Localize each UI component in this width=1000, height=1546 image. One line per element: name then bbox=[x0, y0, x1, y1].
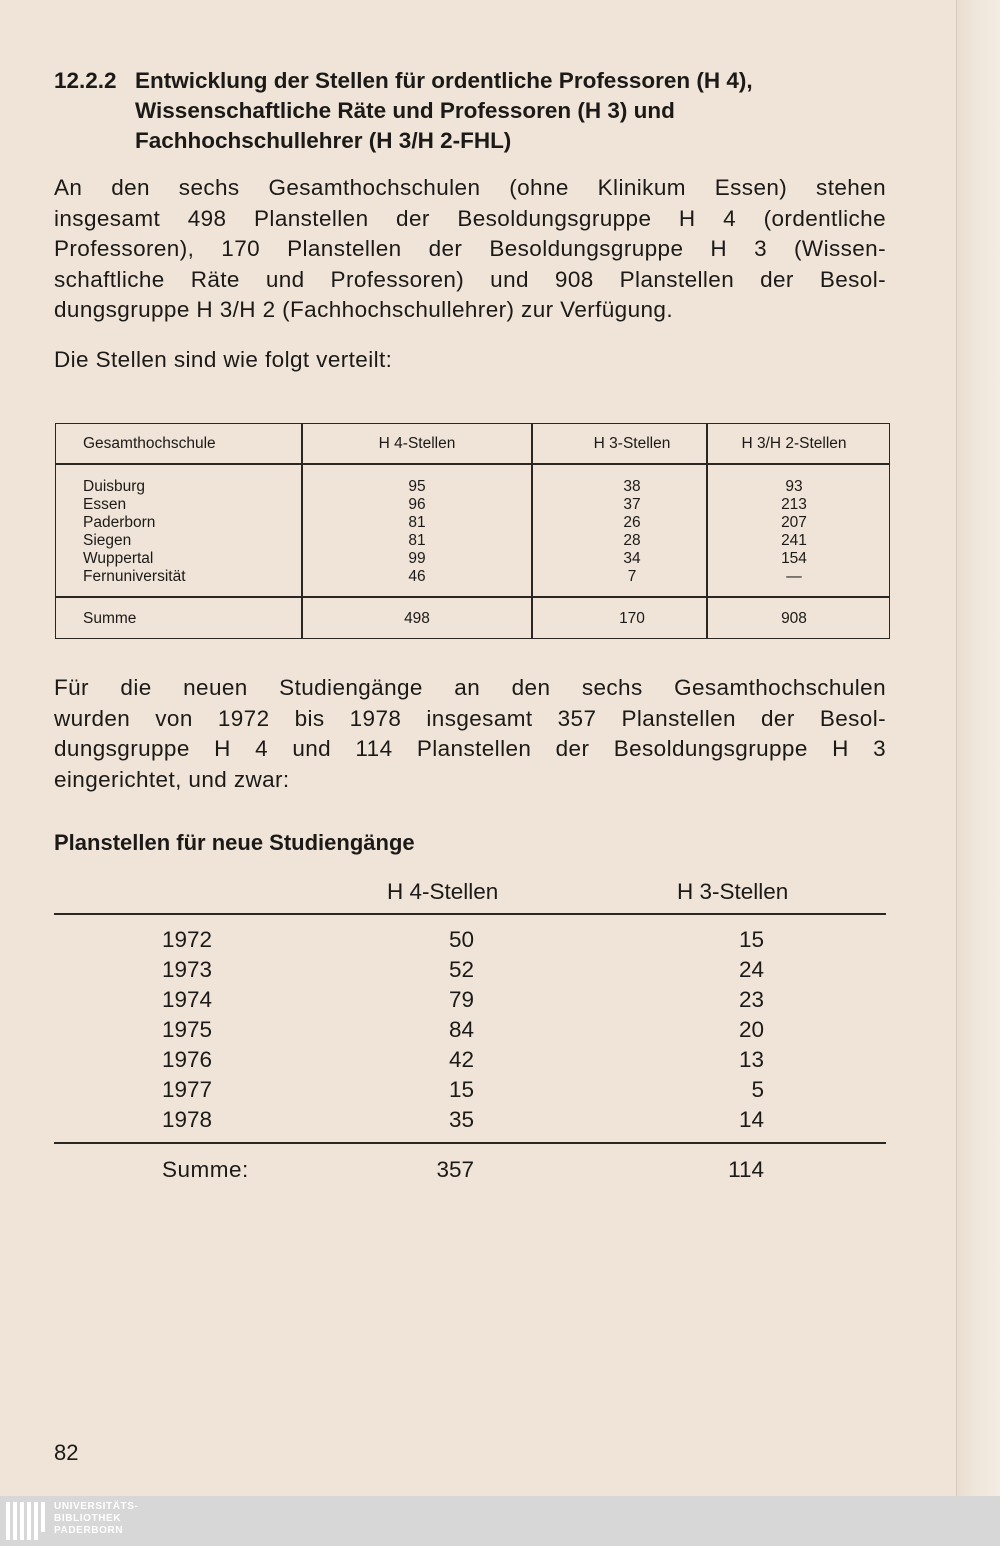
cell-name: Wuppertal bbox=[83, 550, 154, 567]
sum-label: Summe: bbox=[162, 1157, 249, 1182]
cell-h3: 34 bbox=[623, 550, 641, 567]
sum-h3: 170 bbox=[619, 610, 645, 627]
cell-h4: 46 bbox=[408, 568, 426, 585]
text-line: wurden von 1972 bis 1978 insgesamt 357 Planstellen der Besol- bbox=[54, 705, 886, 731]
table-row bbox=[54, 1017, 886, 1047]
sum-h3: 114 bbox=[728, 1157, 764, 1182]
cell-h3: 37 bbox=[623, 496, 641, 513]
year: 1974 bbox=[162, 987, 213, 1012]
table-row bbox=[54, 1107, 886, 1137]
library-logo-icon bbox=[4, 1500, 48, 1542]
year: 1973 bbox=[162, 957, 213, 982]
header-gesamthochschule: Gesamthochschule bbox=[83, 435, 216, 452]
table-row bbox=[54, 1077, 886, 1107]
year: 1975 bbox=[162, 1017, 213, 1042]
cell-h3-h2: 213 bbox=[781, 496, 807, 513]
h3-value: 24 bbox=[738, 957, 764, 982]
cell-h3-h2: 207 bbox=[781, 514, 807, 531]
year: 1978 bbox=[162, 1107, 213, 1132]
header-h4: H 4-Stellen bbox=[387, 879, 499, 904]
sum-label: Summe bbox=[83, 610, 137, 627]
cell-name: Duisburg bbox=[83, 478, 146, 495]
page-edge bbox=[956, 0, 1000, 1496]
sum-h4: 357 bbox=[436, 1157, 474, 1182]
h4-value: 35 bbox=[448, 1107, 474, 1132]
sum-row bbox=[54, 1157, 886, 1187]
cell-name: Fernuniversität bbox=[83, 568, 186, 585]
cell-h3-h2: 154 bbox=[781, 550, 807, 567]
header-rule bbox=[56, 463, 889, 465]
text-line: dungsgruppe H 3/H 2 (Fachhochschullehrer) zur Verfügung. bbox=[54, 297, 673, 322]
text-line: dungsgruppe H 4 und 114 Planstellen der Besoldungsgruppe H 3 bbox=[54, 736, 886, 761]
h4-value: 15 bbox=[448, 1077, 474, 1102]
cell-h4: 96 bbox=[408, 496, 426, 513]
cell-h4: 99 bbox=[408, 550, 426, 567]
table-row bbox=[54, 1047, 886, 1077]
section-number: 12.2.2 bbox=[54, 68, 117, 93]
year: 1976 bbox=[162, 1047, 213, 1072]
library-line: PADERBORN bbox=[54, 1525, 124, 1536]
header-h3: H 3-Stellen bbox=[677, 879, 789, 904]
h3-value: 20 bbox=[738, 1017, 764, 1042]
sum-h4: 498 bbox=[404, 610, 430, 627]
year: 1972 bbox=[162, 927, 213, 952]
header-h3-h2: H 3/H 2-Stellen bbox=[741, 435, 847, 452]
h4-value: 52 bbox=[448, 957, 474, 982]
cell-h4: 81 bbox=[408, 514, 426, 531]
library-line: UNIVERSITÄTS- bbox=[54, 1501, 139, 1512]
cell-h4: 81 bbox=[408, 532, 426, 549]
table-row bbox=[54, 987, 886, 1017]
cell-name: Paderborn bbox=[83, 514, 156, 531]
h4-value: 79 bbox=[448, 987, 474, 1012]
text-line: Für die neuen Studiengänge an den sechs Gesamthochschulen bbox=[54, 675, 886, 700]
table2-title: Planstellen für neue Studiengänge bbox=[54, 830, 415, 855]
sum-rule bbox=[54, 1142, 886, 1144]
h4-value: 84 bbox=[448, 1017, 474, 1042]
heading-line: Wissenschaftliche Räte und Professoren (H 3) und bbox=[135, 98, 675, 123]
year: 1977 bbox=[162, 1077, 213, 1102]
intro-paragraph bbox=[54, 173, 886, 326]
library-footer bbox=[0, 1496, 1000, 1546]
h4-value: 42 bbox=[448, 1047, 474, 1072]
heading-line: Entwicklung der Stellen für ordentliche Professoren (H 4), bbox=[135, 68, 753, 93]
distribution-intro bbox=[54, 345, 886, 376]
text-line: insgesamt 498 Planstellen der Besoldungsgruppe H 4 (ordentliche bbox=[54, 205, 886, 231]
text-line: Professoren), 170 Planstellen der Besoldungsgruppe H 3 (Wissen- bbox=[54, 236, 886, 261]
cell-name: Essen bbox=[83, 496, 127, 513]
table-row bbox=[54, 927, 886, 957]
sum-rule bbox=[56, 596, 889, 598]
cell-h3: 28 bbox=[623, 532, 641, 549]
cell-h3-h2: 241 bbox=[781, 532, 807, 549]
text-line: schaftliche Räte und Professoren) und 908 Planstellen der Besol- bbox=[54, 266, 886, 292]
header-rule bbox=[54, 913, 886, 915]
distribution-table bbox=[55, 423, 890, 639]
cell-h3: 26 bbox=[623, 514, 641, 531]
h3-value: 5 bbox=[751, 1077, 764, 1102]
new-programs-paragraph bbox=[54, 673, 886, 795]
library-line: BIBLIOTHEK bbox=[54, 1513, 122, 1524]
cell-h4: 95 bbox=[408, 478, 426, 495]
h3-value: 23 bbox=[738, 987, 764, 1012]
cell-h3: 38 bbox=[623, 478, 641, 495]
cell-name: Siegen bbox=[83, 532, 132, 549]
cell-h3-h2: — bbox=[786, 568, 802, 585]
h3-value: 15 bbox=[738, 927, 764, 952]
h3-value: 14 bbox=[738, 1107, 764, 1132]
page-number: 82 bbox=[54, 1440, 79, 1465]
header-h4: H 4-Stellen bbox=[378, 435, 456, 452]
heading-line: Fachhochschullehrer (H 3/H 2-FHL) bbox=[135, 128, 512, 153]
h3-value: 13 bbox=[738, 1047, 764, 1072]
text-line: An den sechs Gesamthochschulen (ohne Klinikum Essen) stehen bbox=[54, 175, 886, 200]
h4-value: 50 bbox=[448, 927, 474, 952]
table-row bbox=[54, 957, 886, 987]
text-line: Die Stellen sind wie folgt verteilt: bbox=[54, 347, 393, 372]
text-line: eingerichtet, und zwar: bbox=[54, 766, 290, 792]
header-h3: H 3-Stellen bbox=[593, 435, 671, 452]
cell-h3-h2: 93 bbox=[785, 478, 803, 495]
sum-h3-h2: 908 bbox=[781, 610, 807, 627]
cell-h3: 7 bbox=[627, 568, 637, 585]
library-name bbox=[54, 1501, 138, 1537]
